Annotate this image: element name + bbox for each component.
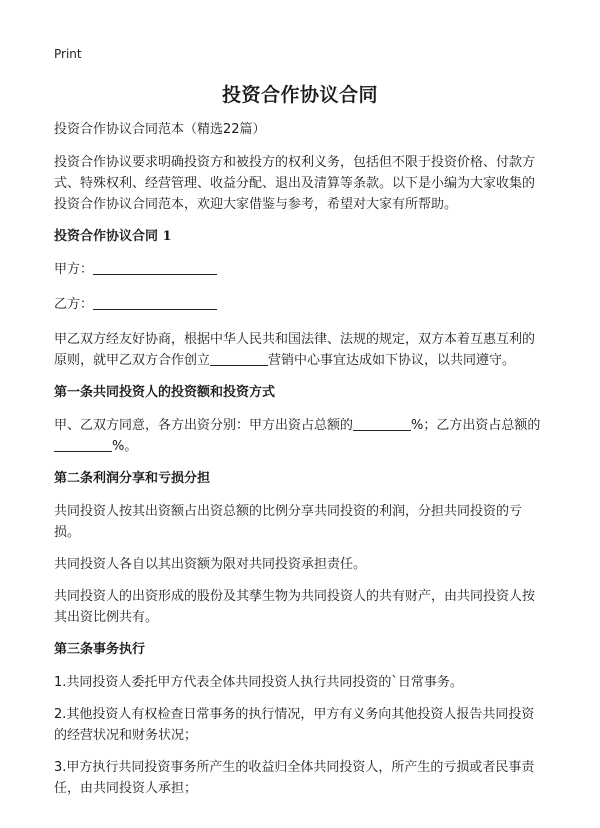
party-b-line <box>54 294 546 315</box>
party-a-blank <box>93 260 217 275</box>
article3-item-1: 1.共同投资人委托甲方代表全体共同投资人执行共同投资的`日常事务。 <box>54 675 463 690</box>
intro-paragraph: 投资合作协议要求明确投资方和被投方的权利义务，包括但不限于投资价格、付款方式、特殊权利、经营管理、收益分配、退出及清算等条款。以下是小编为大家收集的投资合作协议合同范本，欢迎大家借鉴与参考，希望对大家有所帮助。 <box>54 155 536 212</box>
article1-text-3: %。 <box>112 439 138 454</box>
document-title: 投资合作协议合同 <box>221 84 378 106</box>
party-b-label: 乙方： <box>54 297 94 312</box>
party-a-line <box>54 259 546 280</box>
article2-paragraph-2: 共同投资人各自以其出资额为限对共同投资承担责任。 <box>54 557 367 572</box>
article3-heading: 第三条事务执行 <box>54 642 146 657</box>
article1-heading: 第一条共同投资人的投资额和投资方式 <box>54 385 276 400</box>
party-b-blank <box>93 295 217 310</box>
article2-heading: 第二条利润分享和亏损分担 <box>54 471 211 486</box>
document-subtitle: 投资合作协议合同范本（精选22篇） <box>54 122 266 137</box>
contract-heading: 投资合作协议合同 1 <box>54 229 172 244</box>
article1-paragraph <box>54 415 546 457</box>
party-a-share-blank <box>353 416 411 431</box>
document-body <box>54 119 546 810</box>
center-name-blank <box>210 351 268 366</box>
print-link[interactable]: Print <box>54 47 82 61</box>
preamble-paragraph <box>54 329 546 371</box>
article3-item-2: 2.其他投资人有权检查日常事务的执行情况，甲方有义务向其他投资人报告共同投资的经营状况和财务状况； <box>54 707 535 743</box>
article2-paragraph-3: 共同投资人的出资形成的股份及其孳生物为共同投资人的共有财产，由共同投资人按其出资比例共有。 <box>54 589 536 625</box>
party-a-label: 甲方： <box>54 262 94 277</box>
preamble-text-2: 营销中心事宜达成如下协议，以共同遵守。 <box>268 353 516 368</box>
article3-item-3: 3.甲方执行共同投资事务所产生的收益归全体共同投资人，所产生的亏损或者民事责任，由共同投资人承担； <box>54 760 535 796</box>
article2-paragraph-1: 共同投资人按其出资额占出资总额的比例分享共同投资的利润，分担共同投资的亏损。 <box>54 504 523 540</box>
party-b-share-blank <box>54 437 112 452</box>
preamble-text-1: 甲乙双方经友好协商，根据中华人民共和国法律、法规的规定，双方本着互惠互利的原则，就甲乙双方合作创立 <box>54 332 536 368</box>
article1-text-1: 甲、乙双方同意，各方出资分别：甲方出资占总额的 <box>54 418 354 433</box>
article1-text-2: %；乙方出资占总额的 <box>411 418 541 433</box>
